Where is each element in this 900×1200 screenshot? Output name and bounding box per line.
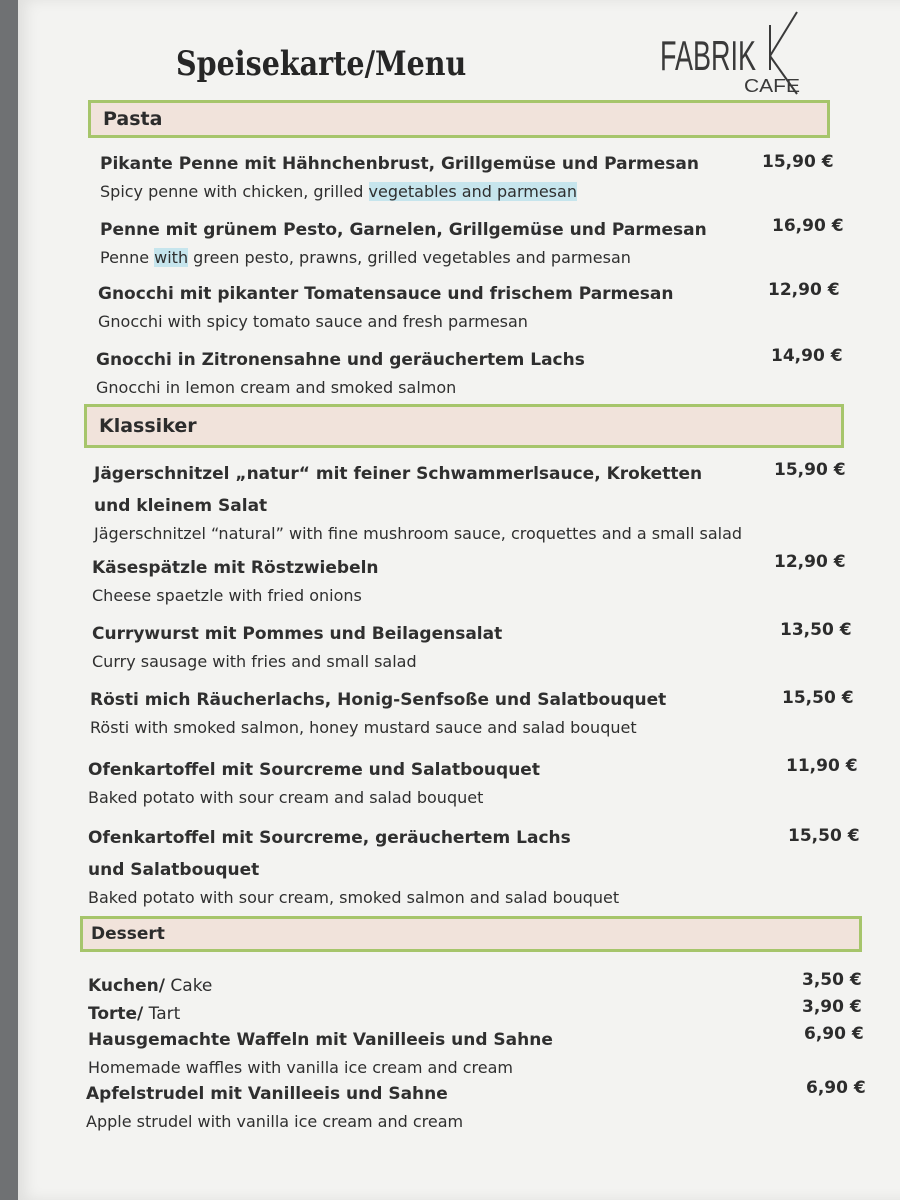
item-desc-text: green pesto, prawns, grilled vegetables and parmesan (188, 248, 631, 267)
item-desc-en: Curry sausage with fries and small salad (92, 652, 417, 671)
item-price: 16,90 € (772, 216, 844, 236)
item-desc-en: Rösti with smoked salmon, honey mustard sauce and salad bouquet (90, 718, 637, 737)
item-title-en-inline: Cake (165, 976, 213, 996)
menu-item (94, 458, 742, 546)
menu-item (88, 822, 619, 910)
item-desc-highlight: vegetables and parmesan (368, 182, 577, 201)
item-title-de-line2: und kleinem Salat (94, 496, 268, 516)
item-desc-highlight: with (154, 248, 189, 267)
menu-item (90, 684, 666, 740)
item-desc-text: Penne (100, 248, 155, 267)
section-label-pasta: Pasta (103, 108, 163, 130)
item-price: 6,90 € (804, 1024, 864, 1044)
section-header-klassiker (84, 404, 844, 448)
item-desc-en: Baked potato with sour cream and salad bouquet (88, 788, 484, 807)
item-title-de: Jägerschnitzel „natur“ mit feiner Schwammerlsauce, Kroketten (94, 464, 703, 484)
item-title-de: Gnocchi mit pikanter Tomatensauce und frischem Parmesan (98, 284, 674, 304)
item-title-de: Pikante Penne mit Hähnchenbrust, Grillgemüse und Parmesan (100, 154, 699, 174)
logo-subword: CAFE (744, 76, 800, 96)
item-title-de: Ofenkartoffel mit Sourcreme und Salatbouquet (88, 760, 540, 780)
item-desc-en (100, 180, 699, 204)
menu-item (92, 552, 379, 608)
fabrik-cafe-logo (658, 8, 808, 98)
item-price: 13,50 € (780, 620, 852, 640)
menu-item (88, 1024, 553, 1080)
item-title-de: Ofenkartoffel mit Sourcreme, geräuchertem Lachs (88, 828, 571, 848)
item-title-de-text: Torte/ (88, 1004, 144, 1024)
item-price: 3,50 € (802, 970, 862, 990)
logo-k-arm (770, 12, 797, 56)
item-price: 14,90 € (771, 346, 843, 366)
logo-word: FABRIK (660, 32, 756, 79)
item-desc-en: Gnocchi with spicy tomato sauce and fresh parmesan (98, 312, 528, 331)
item-desc-en: Gnocchi in lemon cream and smoked salmon (96, 378, 457, 397)
item-desc-en (100, 246, 707, 270)
item-title-en-inline: Tart (143, 1004, 181, 1024)
item-title-de: Rösti mich Räucherlachs, Honig-Senfsoße und Salatbouquet (90, 690, 667, 710)
menu-item (92, 618, 502, 674)
item-desc-en: Jägerschnitzel “natural” with fine mushroom sauce, croquettes and a small salad (94, 524, 743, 543)
item-title-de: Currywurst mit Pommes und Beilagensalat (92, 624, 503, 644)
section-label-dessert: Dessert (91, 924, 165, 944)
item-price: 12,90 € (768, 280, 840, 300)
item-title-de: Apfelstrudel mit Vanilleeis und Sahne (86, 1084, 448, 1104)
item-price: 12,90 € (774, 552, 846, 572)
item-title-de-line2: und Salatbouquet (88, 860, 260, 880)
item-desc-text: Spicy penne with chicken, grilled (100, 182, 369, 201)
item-desc-en: Cheese spaetzle with fried onions (92, 586, 362, 605)
menu-item (100, 148, 699, 204)
item-desc-en: Homemade waffles with vanilla ice cream and cream (88, 1058, 513, 1077)
section-header-dessert (80, 916, 862, 952)
section-label-klassiker: Klassiker (99, 415, 197, 437)
item-title-de: Gnocchi in Zitronensahne und geräuchertem Lachs (96, 350, 585, 370)
item-price: 15,90 € (774, 460, 846, 480)
menu-item (100, 214, 707, 270)
page-title: Speisekarte/Menu (176, 44, 467, 84)
item-price: 15,90 € (762, 152, 834, 172)
menu-item (86, 1078, 463, 1134)
section-header-pasta (88, 100, 830, 138)
item-desc-en: Baked potato with sour cream, smoked salmon and salad bouquet (88, 888, 620, 907)
menu-item (96, 344, 585, 400)
item-price: 11,90 € (786, 756, 858, 776)
item-title-de-text: Kuchen/ (88, 976, 165, 996)
menu-item (98, 278, 674, 334)
menu-item (88, 754, 540, 810)
item-title-de: Hausgemachte Waffeln mit Vanilleeis und Sahne (88, 1030, 553, 1050)
item-price: 6,90 € (806, 1078, 866, 1098)
item-price: 15,50 € (788, 826, 860, 846)
item-price: 3,90 € (802, 997, 862, 1017)
item-desc-en: Apple strudel with vanilla ice cream and cream (86, 1112, 464, 1131)
item-title-de: Penne mit grünem Pesto, Garnelen, Grillgemüse und Parmesan (100, 220, 707, 240)
item-price: 15,50 € (782, 688, 854, 708)
item-title-de: Käsespätzle mit Röstzwiebeln (92, 558, 379, 578)
